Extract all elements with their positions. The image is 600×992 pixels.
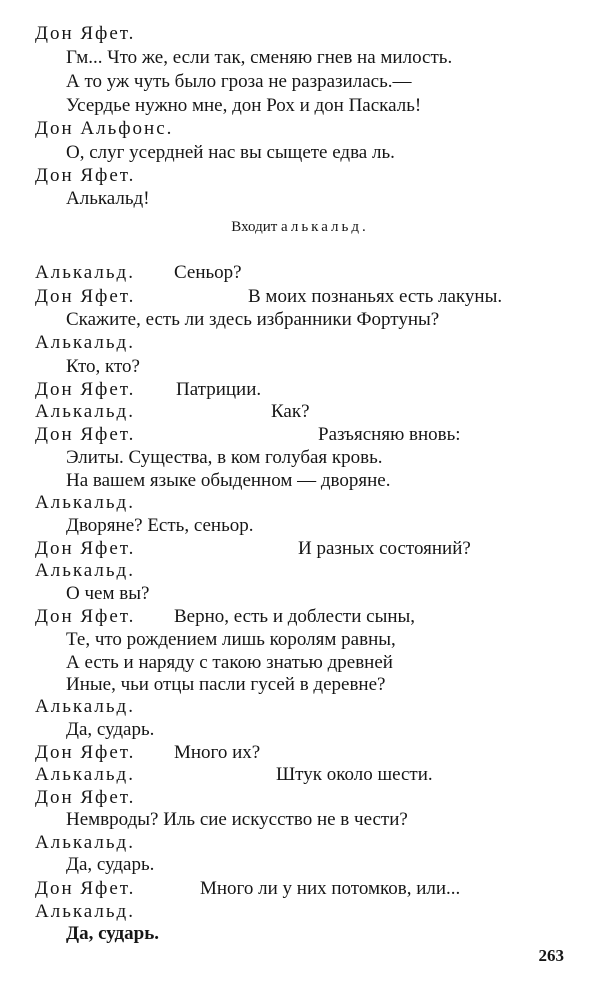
speaker-name: Алькальд.: [35, 764, 135, 785]
verse-line: Иные, чьи отцы пасли гусей в деревне?: [66, 674, 386, 695]
speaker-line: [0, 877, 600, 901]
speaker-name: Дон Яфет.: [35, 878, 136, 899]
inline-speech: Сеньор?: [174, 262, 242, 283]
inline-speech: Много ли у них потомков, или...: [200, 878, 461, 899]
speaker-name: Алькальд.: [35, 401, 135, 422]
speaker-line: [0, 285, 600, 309]
inline-speech: Штук около шести.: [276, 764, 433, 785]
verse-line: Да, сударь.: [66, 854, 155, 875]
verse-line: Немвроды? Иль сие искусство не в чести?: [66, 809, 408, 830]
speaker-name: Алькальд.: [35, 696, 135, 717]
verse-line: Кто, кто?: [66, 356, 140, 377]
speaker-line: [0, 831, 600, 855]
verse-line: Скажите, есть ли здесь избранники Фортуны?: [66, 309, 440, 330]
inline-speech: Патриции.: [176, 379, 262, 400]
speaker-name: Дон Яфет.: [35, 606, 136, 627]
verse-line: Элиты. Существа, в ком голубая кровь.: [66, 447, 383, 468]
speaker-line: [0, 741, 600, 765]
speaker-name: Дон Яфет.: [35, 787, 136, 808]
verse-line: Гм... Что же, если так, сменяю гнев на милость.: [66, 47, 453, 68]
verse-line: Усердье нужно мне, дон Рох и дон Паскаль!: [66, 95, 422, 116]
verse-line: Да, сударь.: [66, 719, 155, 740]
speaker-line: [0, 605, 600, 629]
speaker-line: [0, 695, 600, 719]
speaker-line: [0, 164, 600, 188]
stage-direction: Входит алькальд.: [231, 219, 369, 235]
speaker-name: Алькальд.: [35, 332, 135, 353]
speaker-line: [0, 786, 600, 810]
speaker-name: Алькальд.: [35, 901, 135, 922]
speaker-line: [0, 559, 600, 583]
speaker-line: [0, 400, 600, 424]
speaker-name: Алькальд.: [35, 262, 135, 283]
verse-line: О, слуг усердней нас вы сыщете едва ль.: [66, 142, 395, 163]
speaker-name: Алькальд.: [35, 560, 135, 581]
speaker-name: Дон Яфет.: [35, 424, 136, 445]
inline-speech: Много их?: [174, 742, 261, 763]
verse-line: Те, что рождением лишь королям равны,: [66, 629, 396, 650]
speaker-line: [0, 491, 600, 515]
speaker-line: [0, 763, 600, 787]
verse-line: О чем вы?: [66, 583, 150, 604]
speaker-name: Дон Яфет.: [35, 286, 136, 307]
inline-speech: В моих познаньях есть лакуны.: [248, 286, 503, 307]
page-number: 263: [538, 946, 564, 965]
verse-line: На вашем языке обыденном — дворяне.: [66, 470, 391, 491]
speaker-name: Дон Яфет.: [35, 742, 136, 763]
inline-speech: Верно, есть и доблести сыны,: [174, 606, 416, 627]
speaker-line: [0, 22, 600, 46]
speaker-line: [0, 117, 600, 141]
speaker-line: [0, 331, 600, 355]
speaker-name: Дон Альфонс.: [35, 118, 174, 139]
verse-line: Да, сударь.: [66, 923, 160, 944]
speaker-line: [0, 423, 600, 447]
verse-line: А есть и наряду с такою знатью древней: [66, 652, 393, 673]
speaker-line: [0, 537, 600, 561]
speaker-name: Дон Яфет.: [35, 165, 136, 186]
verse-line: Дворяне? Есть, сеньор.: [66, 515, 254, 536]
speaker-line: [0, 378, 600, 402]
speaker-name: Дон Яфет.: [35, 379, 136, 400]
verse-line: А то уж чуть было гроза не разразилась.—: [66, 71, 412, 92]
verse-line: Алькальд!: [66, 188, 150, 209]
speaker-line: [0, 900, 600, 924]
inline-speech: Разъясняю вновь:: [318, 424, 461, 445]
speaker-line: [0, 261, 600, 285]
speaker-name: Дон Яфет.: [35, 538, 136, 559]
speaker-name: Алькальд.: [35, 832, 135, 853]
inline-speech: И разных состояний?: [298, 538, 471, 559]
speaker-name: Дон Яфет.: [35, 23, 136, 44]
inline-speech: Как?: [271, 401, 310, 422]
speaker-name: Алькальд.: [35, 492, 135, 513]
